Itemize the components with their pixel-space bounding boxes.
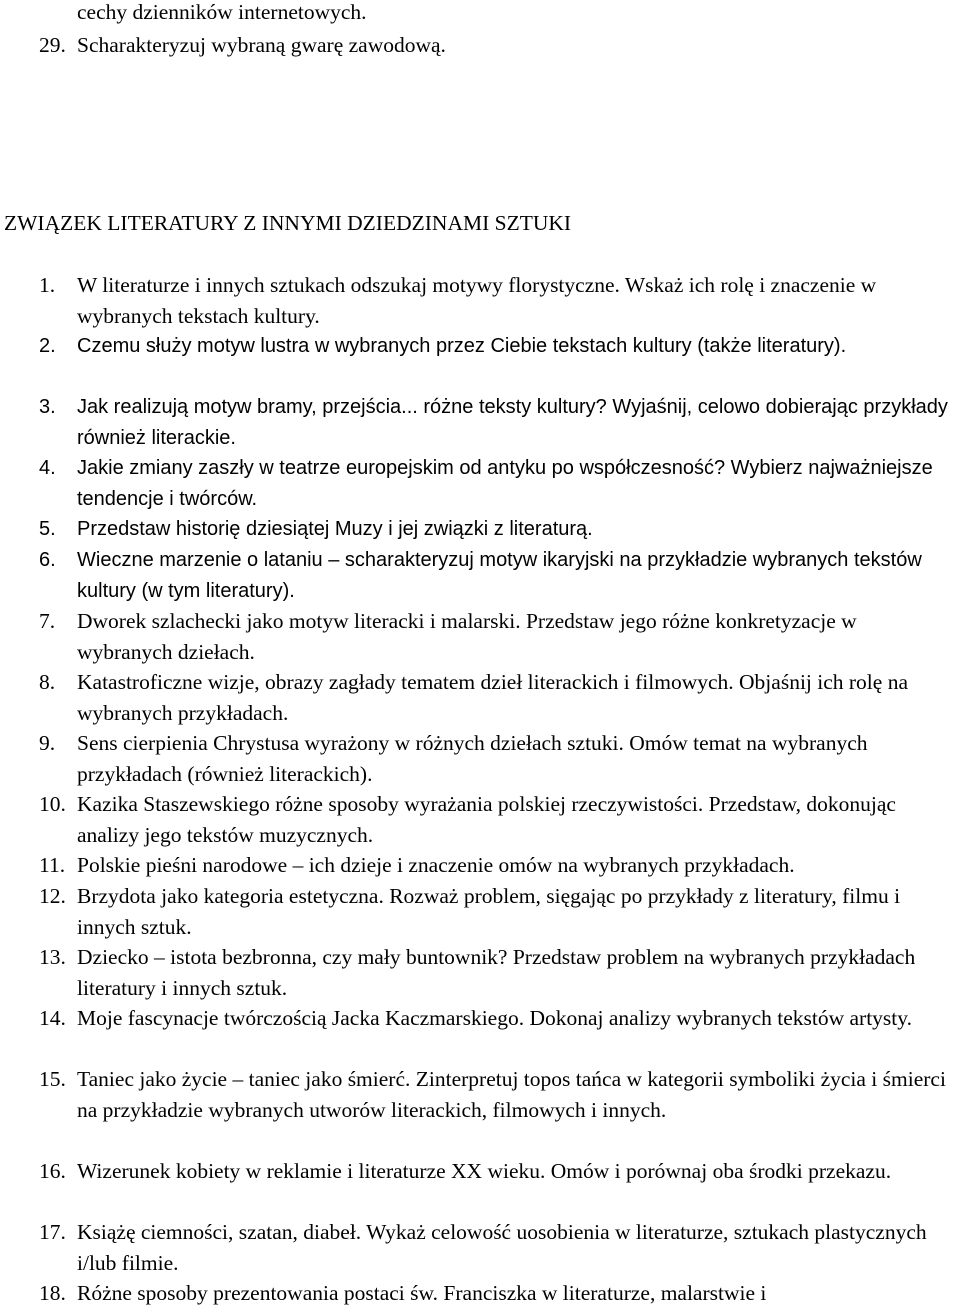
list-item-number: 16. bbox=[39, 1159, 66, 1183]
list-item-text: Jak realizują motyw bramy, przejścia... różne teksty kultury? Wyjaśnij, celowo dobierając przykłady również literackie. bbox=[77, 396, 948, 449]
list-item-number: 12. bbox=[39, 884, 66, 908]
list-item-text: Różne sposoby prezentowania postaci św. Franciszka w literaturze, malarstwie i bbox=[77, 1281, 767, 1305]
list-item-text: Katastroficzne wizje, obrazy zagłady tematem dzieł literackich i filmowych. Objaśnij ich rolę na wybranych przykładach. bbox=[77, 670, 908, 725]
list-item-text: Dziecko – istota bezbronna, czy mały buntownik? Przedstaw problem na wybranych przykładach literatury i innych sztuk. bbox=[77, 945, 916, 1000]
list-item-text: W literaturze i innych sztukach odszukaj motywy florystyczne. Wskaż ich rolę i znaczenie w wybranych tekstach kultury. bbox=[77, 273, 877, 328]
list-item-text: Sens cierpienia Chrystusa wyrażony w różnych dziełach sztuki. Omów temat na wybranych przykładach (również literackich). bbox=[77, 731, 868, 786]
list-item-text: Dworek szlachecki jako motyw literacki i malarski. Przedstaw jego różne konkretyzacje w wybranych dziełach. bbox=[77, 609, 857, 664]
list-item-number: 9. bbox=[39, 731, 56, 755]
list-item-text: Książę ciemności, szatan, diabeł. Wykaż celowość uosobienia w literaturze, sztukach plastycznych i/lub filmie. bbox=[77, 1220, 927, 1275]
list-item-text: Wieczne marzenie o lataniu – scharakteryzuj motyw ikaryjski na przykładzie wybranych tekstów kultury (w tym literatury). bbox=[77, 549, 922, 602]
list-item-text: Przedstaw historię dziesiątej Muzy i jej związki z literaturą. bbox=[77, 518, 593, 540]
list-item-number: 6. bbox=[39, 549, 56, 571]
list-item-number: 17. bbox=[39, 1220, 66, 1244]
list-item-number: 3. bbox=[39, 396, 56, 418]
list-item-number: 15. bbox=[39, 1067, 66, 1091]
section-heading: ZWIĄZEK LITERATURY Z INNYMI DZIEDZINAMI SZTUKI bbox=[4, 211, 572, 235]
list-item-number: 1. bbox=[39, 273, 56, 297]
list-item-number: 4. bbox=[39, 457, 56, 479]
list-item-text: Moje fascynacje twórczością Jacka Kaczmarskiego. Dokonaj analizy wybranych tekstów artysty. bbox=[77, 1006, 912, 1030]
list-item-text: Jakie zmiany zaszły w teatrze europejskim od antyku po współczesność? Wybierz najważniejsze tendencje i twórców. bbox=[77, 457, 933, 510]
list-item-29-number: 29. bbox=[39, 33, 66, 57]
list-item-29-text: Scharakteryzuj wybraną gwarę zawodową. bbox=[77, 33, 446, 57]
list-item-number: 14. bbox=[39, 1006, 66, 1030]
list-item-number: 13. bbox=[39, 945, 66, 969]
list-item-text: Wizerunek kobiety w reklamie i literaturze XX wieku. Omów i porównaj oba środki przekazu. bbox=[77, 1159, 892, 1183]
list-item-number: 8. bbox=[39, 670, 56, 694]
list-item-number: 5. bbox=[39, 518, 56, 540]
list-item-text: Polskie pieśni narodowe – ich dzieje i znaczenie omów na wybranych przykładach. bbox=[77, 853, 795, 877]
list-item-text: Czemu służy motyw lustra w wybranych przez Ciebie tekstach kultury (także literatury). bbox=[77, 335, 847, 357]
list-item-text: Kazika Staszewskiego różne sposoby wyrażania polskiej rzeczywistości. Przedstaw, dokonując analizy jego tekstów muzycznych. bbox=[77, 792, 896, 847]
list-item-number: 11. bbox=[39, 853, 66, 877]
list-item-number: 2. bbox=[39, 335, 56, 357]
list-item-number: 7. bbox=[39, 609, 56, 633]
list-item-number: 10. bbox=[39, 792, 66, 816]
list-item-text: Brzydota jako kategoria estetyczna. Rozważ problem, sięgając po przykłady z literatury, filmu i innych sztuk. bbox=[77, 884, 901, 939]
list-item-text: Taniec jako życie – taniec jako śmierć. Zinterpretuj topos tańca w kategorii symboliki życia i śmierci na przykładzie wybranych utworów literackich, filmowych i innych. bbox=[77, 1067, 946, 1122]
list-item-number: 18. bbox=[39, 1281, 66, 1305]
previous-text-line: cechy dzienników internetowych. bbox=[77, 0, 367, 24]
